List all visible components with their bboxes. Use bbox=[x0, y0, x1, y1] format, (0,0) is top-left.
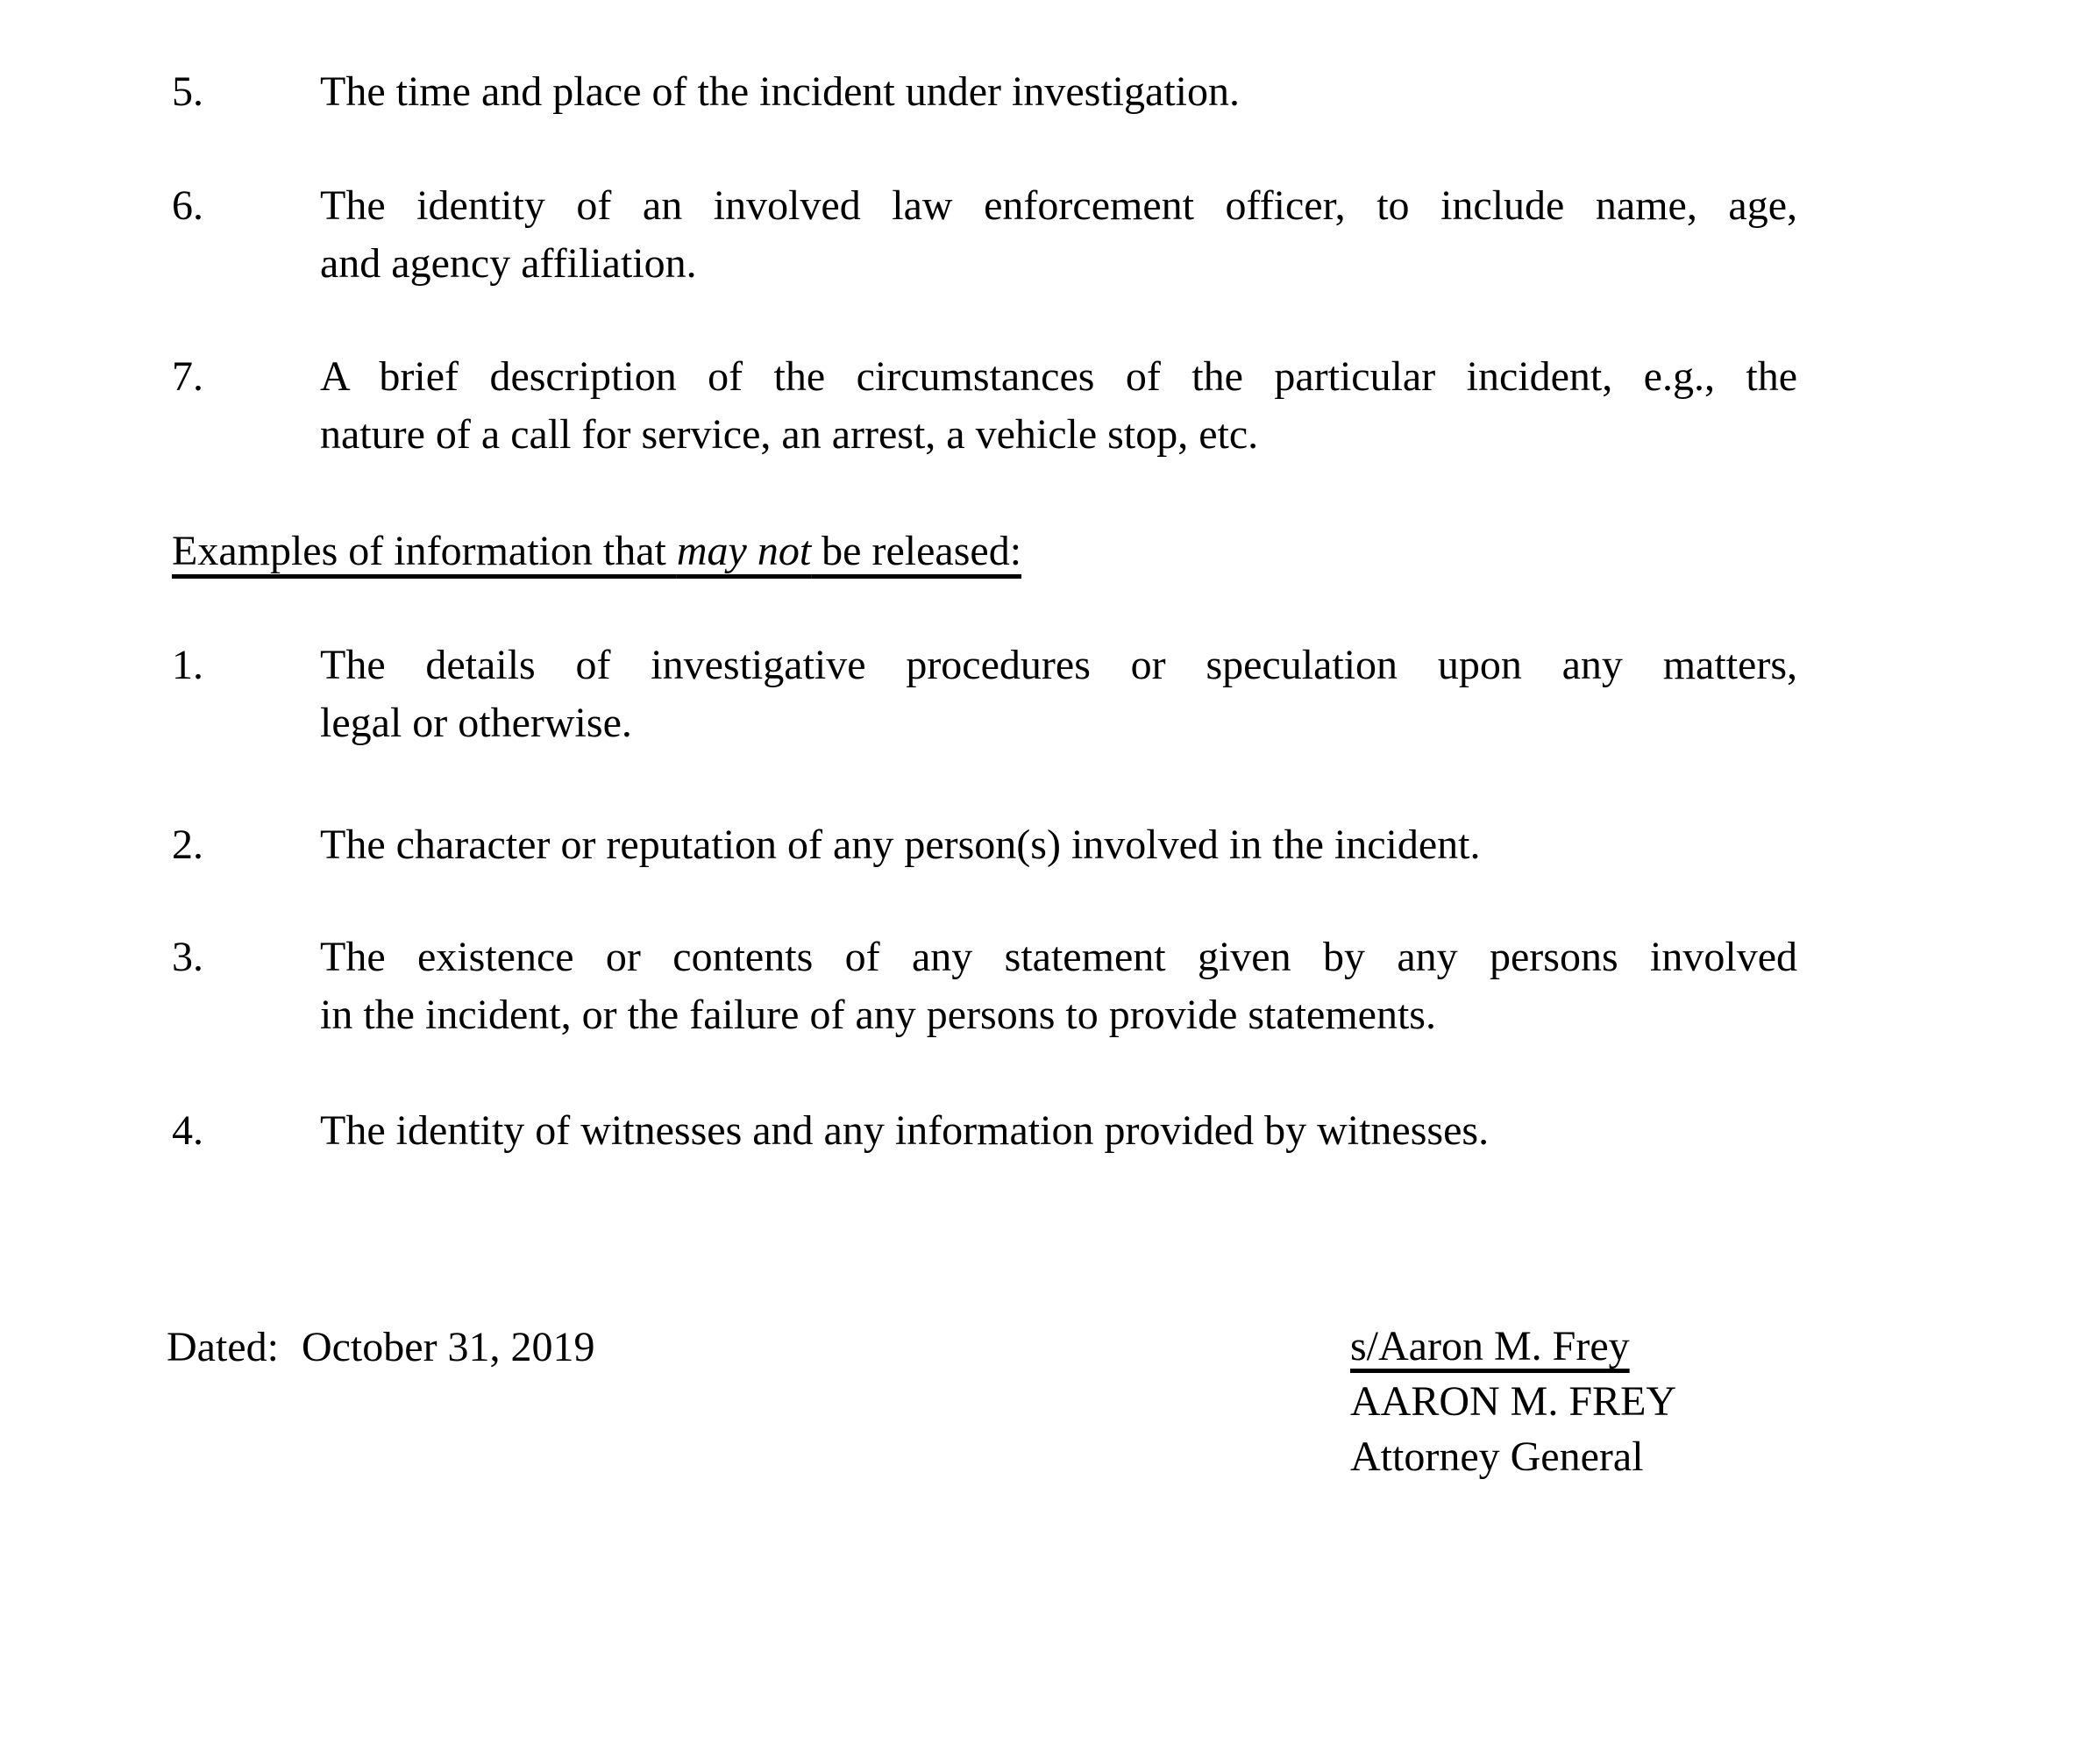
item-text bbox=[320, 816, 1797, 874]
item-line: The time and place of the incident under investigation. bbox=[320, 68, 1240, 115]
item-line: and agency affiliation. bbox=[320, 240, 697, 287]
heading-text-suffix: be released: bbox=[811, 528, 1022, 574]
list-item bbox=[172, 928, 1797, 1044]
item-line: The identity of witnesses and any information provided by witnesses. bbox=[320, 1107, 1490, 1154]
list-item bbox=[172, 177, 1797, 293]
item-number: 4. bbox=[172, 1107, 203, 1154]
item-number: 5. bbox=[172, 68, 203, 115]
item-line: A brief description of the circumstances of the particular incident, e.g., the bbox=[320, 353, 1797, 400]
list-item bbox=[172, 816, 1797, 874]
item-line: legal or otherwise. bbox=[320, 700, 632, 746]
signature-block bbox=[1350, 1319, 1676, 1484]
list-item bbox=[172, 63, 1797, 121]
section-heading bbox=[172, 523, 1021, 580]
list-item bbox=[172, 1102, 1797, 1160]
item-text bbox=[320, 177, 1797, 293]
signature-s-line: s/Aaron M. Frey bbox=[1350, 1323, 1630, 1369]
heading-emphasis: may not bbox=[676, 528, 812, 574]
item-text bbox=[320, 637, 1797, 752]
list-item bbox=[172, 637, 1797, 752]
dated-value: October 31, 2019 bbox=[301, 1324, 595, 1370]
signatory-name: AARON M. FREY bbox=[1350, 1378, 1677, 1425]
dated-label: Dated: bbox=[167, 1324, 279, 1370]
item-text bbox=[320, 1102, 1797, 1160]
item-line: The identity of an involved law enforcement officer, to include name, age, bbox=[320, 182, 1797, 229]
item-text bbox=[320, 928, 1797, 1044]
item-line: The character or reputation of any person(s) involved in the incident. bbox=[320, 822, 1481, 868]
item-number: 2. bbox=[172, 822, 203, 868]
item-number: 7. bbox=[172, 353, 203, 400]
item-line: nature of a call for service, an arrest, a vehicle stop, etc. bbox=[320, 411, 1259, 458]
heading-text-prefix: Examples of information that bbox=[172, 528, 677, 574]
list-item bbox=[172, 348, 1797, 464]
item-line: in the incident, or the failure of any persons to provide statements. bbox=[320, 992, 1436, 1038]
item-line: The details of investigative procedures or speculation upon any matters, bbox=[320, 642, 1797, 688]
item-number: 3. bbox=[172, 934, 203, 980]
item-number: 1. bbox=[172, 642, 203, 688]
item-line: The existence or contents of any statement given by any persons involved bbox=[320, 934, 1797, 980]
signatory-title: Attorney General bbox=[1350, 1433, 1644, 1480]
dated-line bbox=[167, 1319, 595, 1376]
item-text bbox=[320, 63, 1797, 121]
item-number: 6. bbox=[172, 182, 203, 229]
item-text bbox=[320, 348, 1797, 464]
